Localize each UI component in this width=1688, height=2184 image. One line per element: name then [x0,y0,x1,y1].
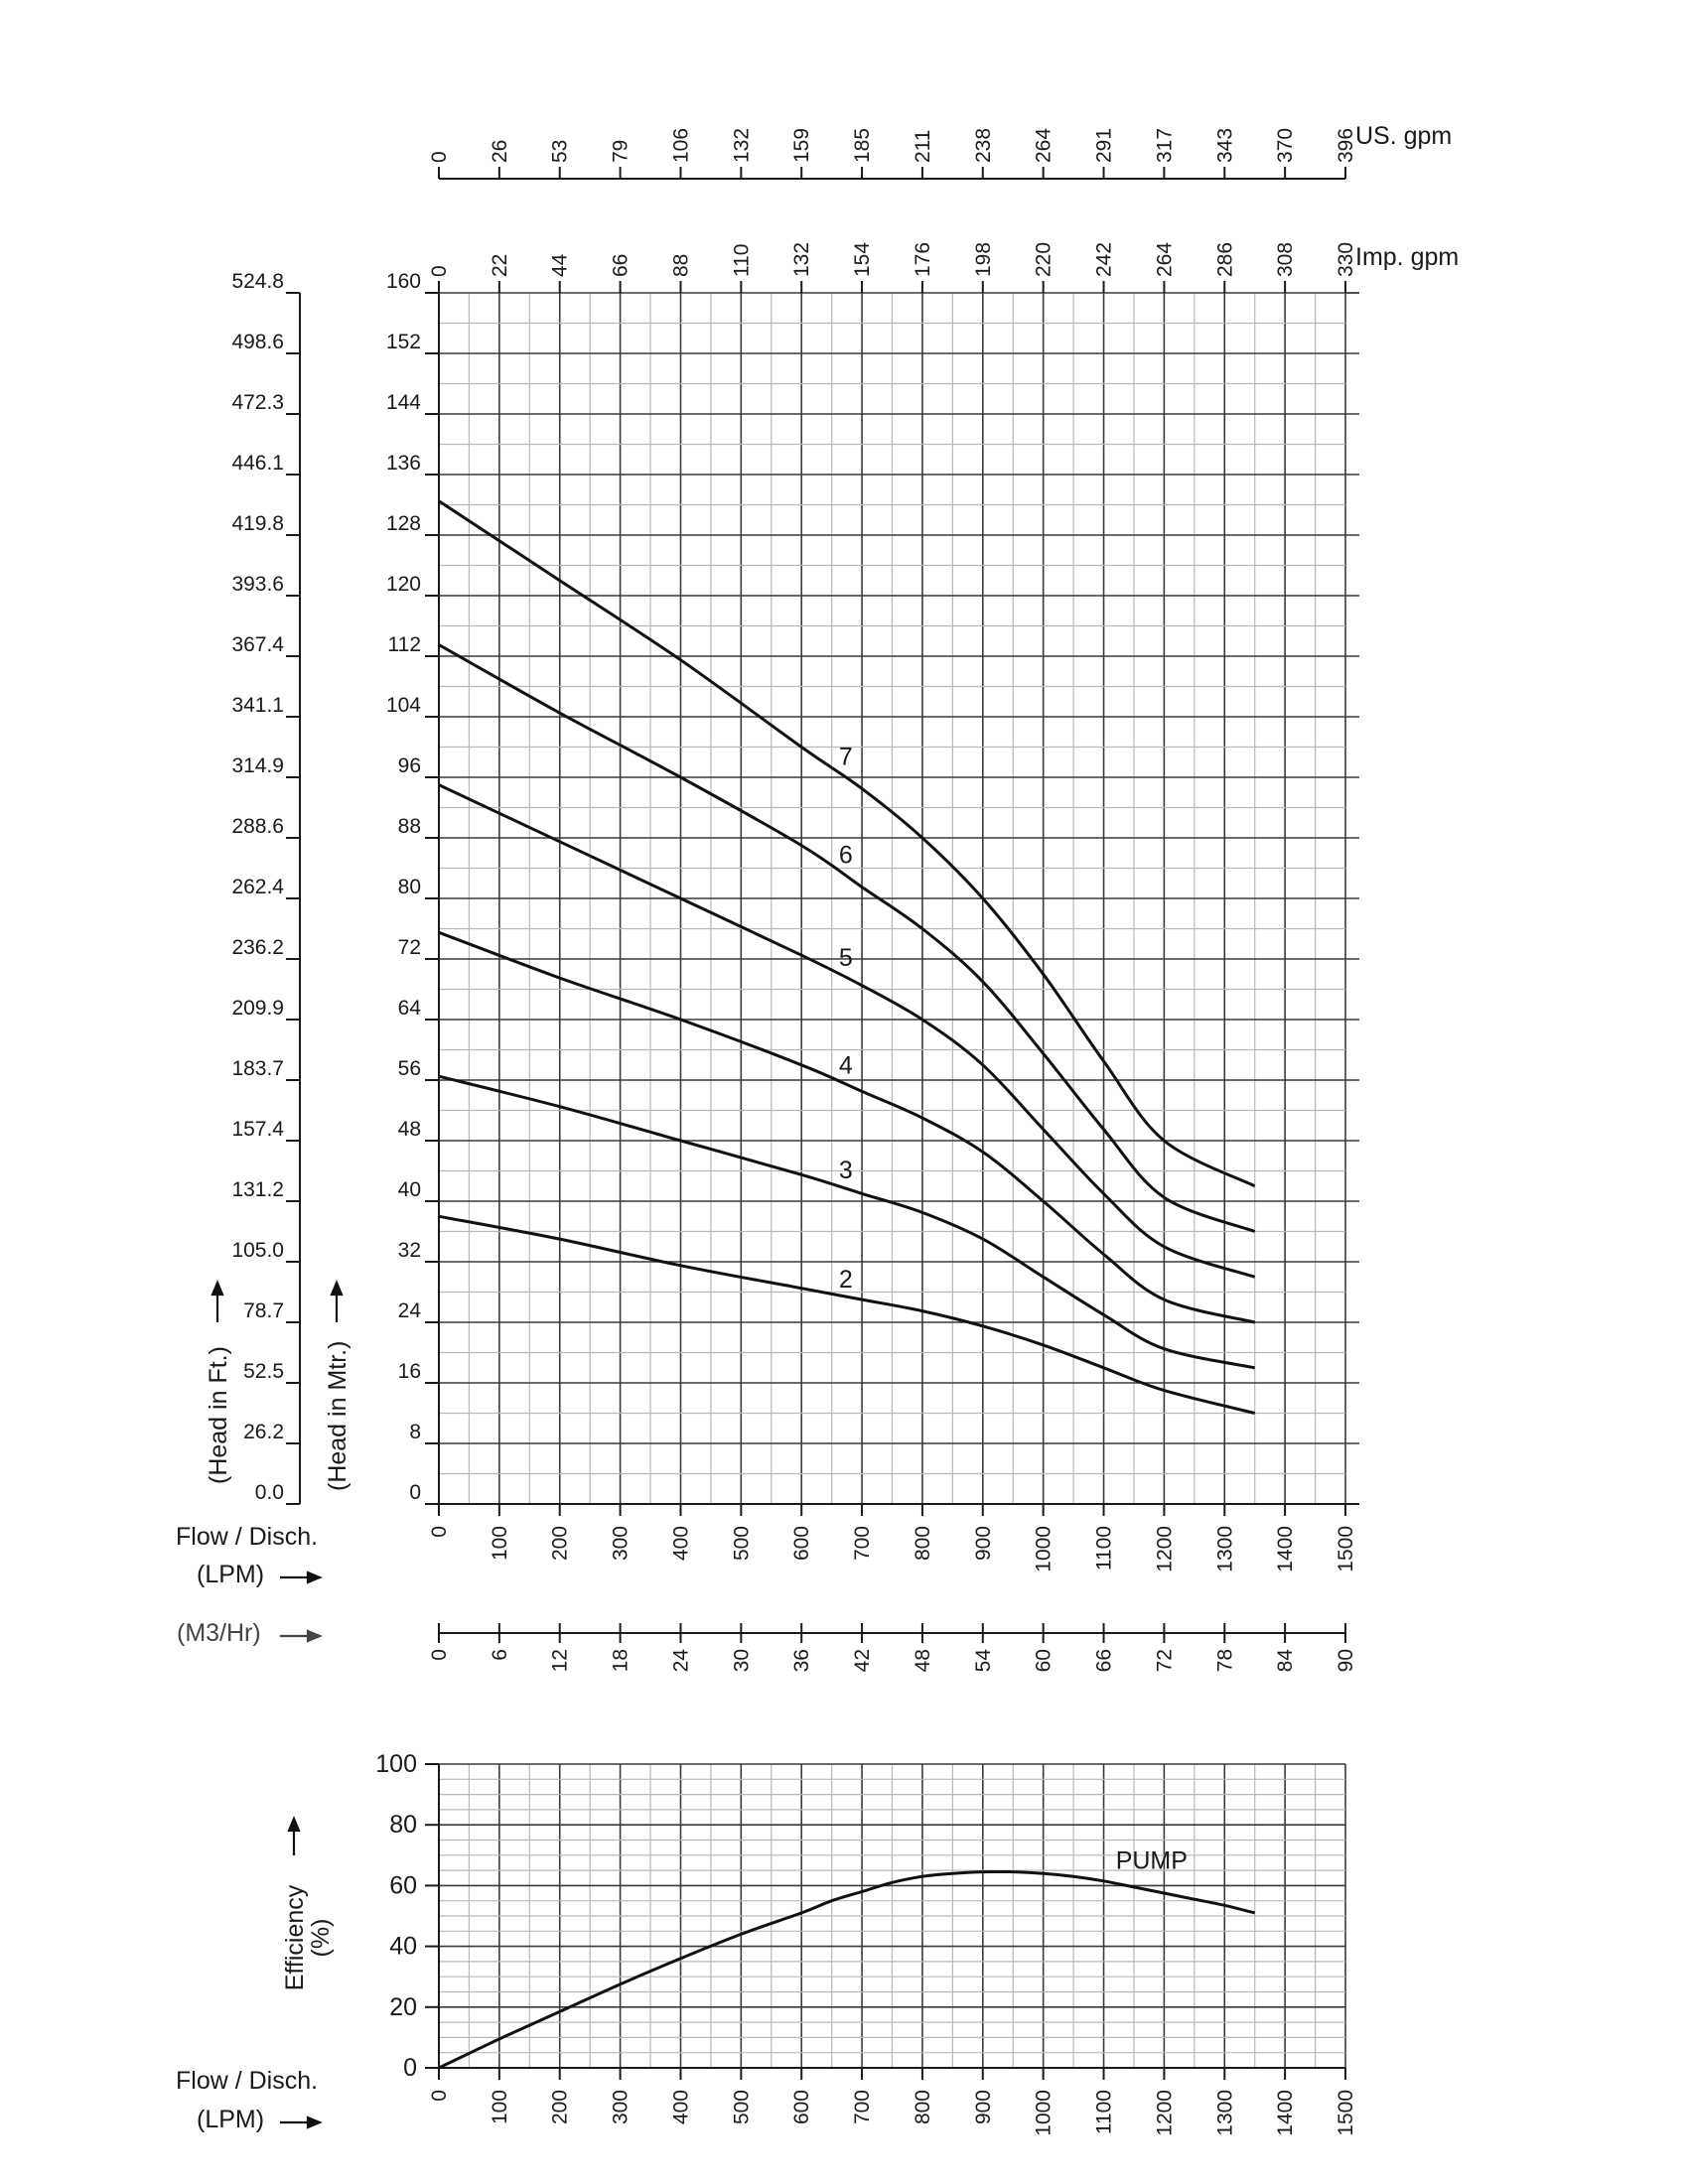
head-ft-tick-label: 341.1 [231,694,284,717]
efficiency-chart-axes [375,1750,1357,2136]
head-mtr-tick-label: 112 [387,633,421,656]
eff-y-tick-label: 60 [389,1871,417,1900]
imp-gpm-tick-label: 154 [851,241,875,277]
head-curves [439,501,1255,1414]
flow-tick-label: 500 [730,1526,754,1562]
eff-x-tick-label: 600 [790,2090,814,2125]
head-mtr-tick-label: 152 [385,331,421,353]
m3hr-tick-label: 78 [1213,1649,1237,1673]
head-ft-tick-label: 393.6 [231,573,284,596]
eff-x-tick-label: 0 [428,2090,451,2102]
eff-flow-axis-label: Flow / Disch. [176,2067,319,2095]
eff-x-tick-label: 200 [548,2090,572,2125]
flow-tick-label: 900 [971,1526,995,1562]
imp-gpm-tick-label: 66 [609,253,633,277]
head-mtr-tick-label: 48 [397,1118,421,1141]
imp-gpm-tick-label: 264 [1153,241,1177,277]
head-ft-tick-label: 314.9 [231,754,284,777]
eff-y-tick-label: 20 [389,1992,417,2021]
efficiency-unit-label: (%) [307,1918,335,1958]
eff-y-tick-label: 80 [389,1811,417,1840]
m3hr-tick-label: 42 [851,1649,875,1673]
us-gpm-tick-label: 264 [1032,127,1055,163]
m3hr-tick-label: 0 [428,1649,451,1661]
head-chart-grid [439,293,1359,1504]
m3hr-tick-label: 90 [1335,1649,1357,1673]
head-ft-axis-label: (Head in Ft.) [205,1346,232,1484]
efficiency-chart-grid [439,1764,1345,2068]
us-gpm-tick-label: 132 [730,127,754,163]
imp-gpm-tick-label: 286 [1213,241,1237,277]
head-curve-4 [439,932,1255,1322]
head-ft-tick-label: 105.0 [231,1239,284,1262]
flow-tick-label: 700 [851,1526,875,1562]
head-mtr-tick-label: 40 [397,1178,421,1201]
imp-gpm-tick-label: 88 [669,253,693,277]
m3hr-tick-label: 72 [1153,1649,1177,1673]
head-ft-tick-label: 524.8 [231,270,284,293]
m3hr-tick-label: 24 [669,1649,693,1673]
head-mtr-tick-label: 16 [397,1360,421,1383]
m3hr-tick-label: 18 [609,1649,633,1673]
head-curve-6 [439,645,1255,1232]
head-ft-tick-label: 209.9 [231,997,284,1020]
efficiency-curve-label: PUMP [1115,1846,1188,1875]
head-curve-label-7: 7 [838,743,853,771]
head-ft-tick-label: 498.6 [231,331,284,353]
eff-x-tick-label: 1000 [1032,2090,1055,2136]
head-chart-axes [231,128,1359,1673]
eff-y-tick-label: 0 [403,2054,417,2082]
eff-flow-unit-label: (LPM) [197,2106,265,2133]
imp-gpm-tick-label: 198 [971,241,995,277]
head-mtr-tick-label: 80 [397,876,421,898]
head-mtr-tick-label: 104 [385,694,421,717]
head-curve-label-6: 6 [838,841,853,870]
head-curve-label-5: 5 [838,944,853,973]
efficiency-curve [439,1847,1255,2068]
m3hr-tick-label: 12 [548,1649,572,1673]
imp-gpm-tick-label: 220 [1032,241,1055,277]
imp-gpm-tick-label: 0 [428,265,451,277]
flow-tick-label: 800 [911,1526,934,1562]
flow-tick-label: 1000 [1032,1526,1055,1572]
efficiency-axis-label: Efficiency [281,1884,309,1991]
us-gpm-tick-label: 106 [669,127,693,163]
head-ft-tick-label: 262.4 [231,876,284,898]
eff-y-tick-label: 40 [389,1932,417,1961]
imp-gpm-tick-label: 242 [1092,241,1116,277]
eff-x-tick-label: 300 [609,2090,633,2125]
imp-gpm-tick-label: 22 [488,253,511,277]
eff-x-tick-label: 1200 [1153,2090,1177,2136]
us-gpm-tick-label: 343 [1213,127,1237,163]
imp-gpm-tick-label: 176 [911,241,934,277]
head-mtr-tick-label: 24 [397,1299,421,1322]
head-mtr-tick-label: 56 [397,1057,421,1080]
eff-x-tick-label: 1400 [1274,2090,1298,2136]
flow-tick-label: 1200 [1153,1526,1177,1572]
us-gpm-tick-label: 159 [790,127,814,163]
imp-gpm-tick-label: 330 [1335,241,1357,277]
head-mtr-tick-label: 88 [397,815,421,838]
head-ft-tick-label: 157.4 [231,1118,284,1141]
eff-x-tick-label: 700 [851,2090,875,2125]
head-ft-tick-label: 26.2 [243,1421,284,1443]
us-gpm-tick-label: 0 [428,151,451,163]
us-gpm-tick-label: 26 [488,139,511,163]
m3hr-tick-label: 36 [790,1649,814,1673]
eff-x-tick-label: 500 [730,2090,754,2125]
imp-gpm-tick-label: 44 [548,253,572,277]
head-mtr-tick-label: 0 [409,1481,421,1504]
flow-tick-label: 600 [790,1526,814,1562]
head-curve-label-4: 4 [838,1051,853,1080]
head-mtr-tick-label: 120 [385,573,421,596]
head-mtr-tick-label: 32 [397,1239,421,1262]
flow-unit-label: (LPM) [197,1561,265,1588]
head-mtr-tick-label: 96 [397,754,421,777]
us-gpm-tick-label: 370 [1274,127,1298,163]
m3hr-tick-label: 84 [1274,1649,1298,1673]
m3hr-tick-label: 60 [1032,1649,1055,1673]
flow-axis-label: Flow / Disch. [176,1523,319,1551]
eff-x-tick-label: 100 [488,2090,511,2125]
head-ft-tick-label: 472.3 [231,391,284,414]
m3hr-tick-label: 66 [1092,1649,1116,1673]
head-ft-tick-label: 0.0 [254,1481,284,1504]
flow-tick-label: 0 [428,1526,451,1538]
head-ft-tick-label: 446.1 [231,452,284,475]
head-ft-tick-label: 288.6 [231,815,284,838]
head-mtr-tick-label: 8 [409,1421,421,1443]
us-gpm-axis-label: US. gpm [1355,122,1453,150]
flow-tick-label: 1300 [1213,1526,1237,1572]
head-ft-tick-label: 419.8 [231,512,284,535]
imp-gpm-axis-label: Imp. gpm [1355,243,1460,271]
head-ft-tick-label: 367.4 [231,633,284,656]
head-ft-tick-label: 131.2 [231,1178,284,1201]
us-gpm-tick-label: 291 [1092,127,1116,163]
flow-tick-label: 100 [488,1526,511,1562]
head-mtr-tick-label: 160 [385,270,421,293]
eff-x-tick-label: 800 [911,2090,934,2125]
head-mtr-axis-label: (Head in Mtr.) [324,1340,352,1491]
imp-gpm-tick-label: 308 [1274,241,1298,277]
head-curve-label-3: 3 [838,1157,853,1185]
head-ft-tick-label: 52.5 [243,1360,284,1383]
m3hr-axis-label: (M3/Hr) [177,1619,261,1647]
head-mtr-tick-label: 64 [397,997,421,1020]
eff-x-tick-label: 1500 [1335,2090,1357,2136]
eff-x-tick-label: 400 [669,2090,693,2125]
flow-tick-label: 1500 [1335,1526,1357,1572]
eff-x-tick-label: 1100 [1092,2090,1116,2135]
m3hr-tick-label: 48 [911,1649,934,1673]
us-gpm-tick-label: 211 [911,129,934,163]
us-gpm-tick-label: 79 [609,139,633,163]
head-curve-label-2: 2 [838,1265,853,1294]
m3hr-tick-label: 6 [488,1649,511,1661]
head-mtr-tick-label: 144 [385,391,421,414]
head-ft-tick-label: 78.7 [243,1299,284,1322]
eff-x-tick-label: 900 [971,2090,995,2125]
m3hr-tick-label: 30 [730,1649,754,1673]
us-gpm-tick-label: 238 [971,127,995,163]
head-ft-tick-label: 183.7 [231,1057,284,1080]
head-mtr-tick-label: 128 [385,512,421,535]
flow-tick-label: 1100 [1092,1526,1116,1571]
eff-y-tick-label: 100 [375,1750,417,1778]
m3hr-tick-label: 54 [971,1649,995,1673]
flow-tick-label: 200 [548,1526,572,1562]
flow-tick-label: 1400 [1274,1526,1298,1572]
us-gpm-tick-label: 53 [548,139,572,163]
flow-tick-label: 400 [669,1526,693,1562]
us-gpm-tick-label: 396 [1335,127,1357,163]
head-ft-tick-label: 236.2 [231,936,284,959]
us-gpm-tick-label: 185 [851,127,875,163]
eff-x-tick-label: 1300 [1213,2090,1237,2136]
imp-gpm-tick-label: 110 [730,243,754,277]
imp-gpm-tick-label: 132 [790,241,814,277]
head-mtr-tick-label: 72 [397,936,421,959]
head-mtr-tick-label: 136 [385,452,421,475]
flow-tick-label: 300 [609,1526,633,1562]
us-gpm-tick-label: 317 [1153,127,1177,163]
